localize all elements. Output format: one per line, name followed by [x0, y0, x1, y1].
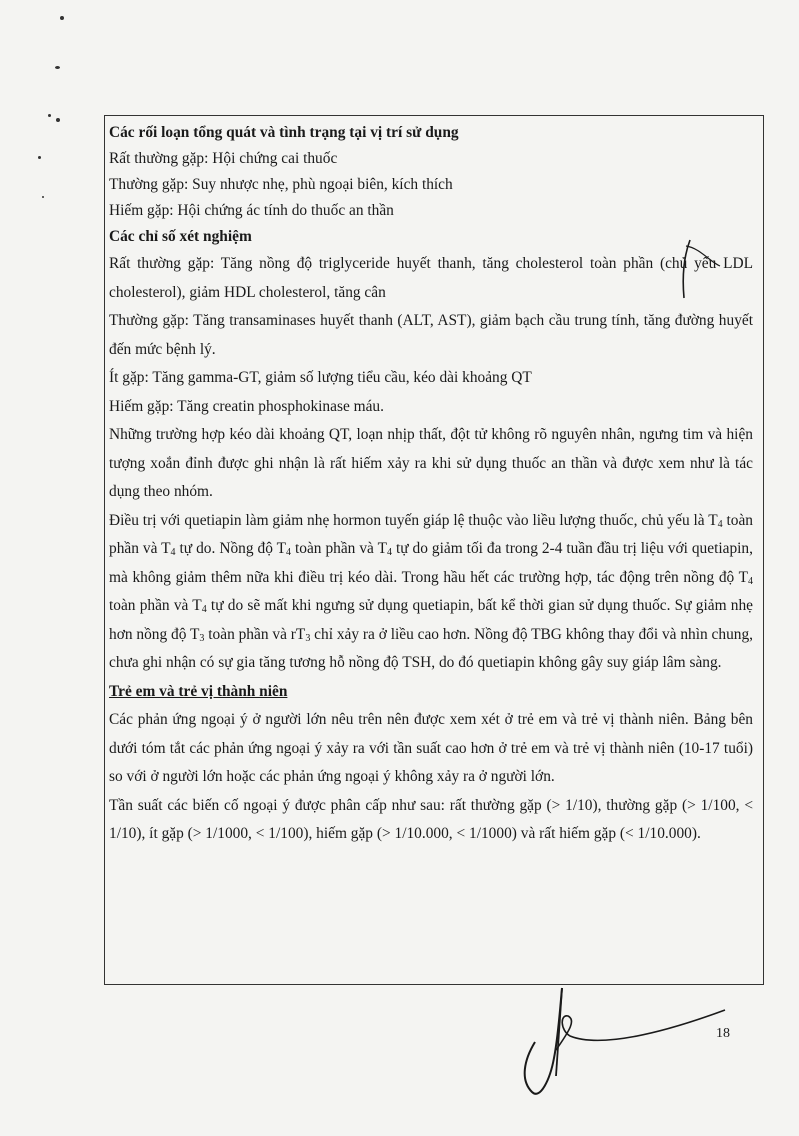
section-heading-general: Các rối loạn tổng quát và tình trạng tại vị trí sử dụng [109, 124, 459, 141]
thyroid-paragraph: Điều trị với quetiapin làm giảm nhẹ hormon tuyến giáp lệ thuộc vào liều lượng thuốc, chủ yếu là $T_4$ toàn phần và $T_4$ tự do. Nồng độ $T_4$ toàn phần và $T_4$ tự do giảm tối đa trong 2-4 tuần đầu trị liệu với quetiapin, mà không giảm thêm nữa khi điều trị kéo dài. Trong hầu hết các trường hợp, tác động trên nồng độ $T_4$ toàn phần và $T_4$ tự do sẽ mất khi ngưng sử dụng quetiapin, bất kể thời gian sử dụng thuốc. Sự giảm nhẹ hơn nồng độ $T_3$ toàn phần và $rT_3$ chỉ xảy ra ở liều cao hơn. Nồng độ TBG không thay đổi và nhìn chung, chưa ghi nhận có sự gia tăng tương hỗ nồng độ TSH, do đó quetiapin không gây suy giáp lâm sàng. [109, 511, 754, 671]
scan-speck [60, 16, 64, 20]
labs-uncommon: Ít gặp: Tăng gamma-GT, giảm số lượng tiểu cầu, kéo dài khoảng QT [109, 369, 532, 386]
content-frame [104, 115, 764, 985]
scan-speck [56, 118, 60, 122]
signature [510, 980, 740, 1110]
scan-speck [48, 114, 51, 117]
scan-speck [42, 196, 44, 198]
scan-speck [38, 156, 41, 159]
scan-speck [55, 66, 60, 69]
general-very-common: Rất thường gặp: Hội chứng cai thuốc [109, 150, 338, 167]
section-heading-pediatric: Trẻ em và trẻ vị thành niên [109, 682, 288, 700]
qt-paragraph: Những trường hợp kéo dài khoảng QT, loạn nhịp thất, đột tử không rõ nguyên nhân, ngưng tim và hiện tượng xoắn đỉnh được ghi nhận là rất hiếm xảy ra khi sử dụng thuốc an thần và được xem như là tác dụng theo nhóm. [109, 426, 753, 500]
pediatric-paragraph: Các phản ứng ngoại ý ở người lớn nêu trên nên được xem xét ở trẻ em và trẻ vị thành niên. Bảng bên dưới tóm tắt các phản ứng ngoại ý xảy ra với tần suất cao hơn ở trẻ em và trẻ vị thành niên (10-17 tuổi) so với ở người lớn hoặc các phản ứng ngoại ý không xảy ra ở người lớn. [109, 711, 753, 785]
labs-common: Thường gặp: Tăng transaminases huyết thanh (ALT, AST), giảm bạch cầu trung tính, tăng đường huyết đến mức bệnh lý. [109, 312, 753, 358]
labs-rare: Hiếm gặp: Tăng creatin phosphokinase máu. [109, 397, 384, 415]
general-common: Thường gặp: Suy nhược nhẹ, phù ngoại biên, kích thích [109, 176, 453, 193]
page-number: 18 [716, 1026, 730, 1041]
frequency-paragraph: Tần suất các biến cố ngoại ý được phân cấp như sau: rất thường gặp (> 1/10), thường gặp (> 1/100, < 1/10), ít gặp (> 1/1000, < 1/100), hiếm gặp (> 1/10.000, < 1/1000) và rất hiếm gặp (< 1/10.000). [109, 796, 753, 842]
section-heading-labs: Các chỉ số xét nghiệm [109, 228, 252, 245]
labs-very-common: Rất thường gặp: Tăng nồng độ triglyceride huyết thanh, tăng cholesterol toàn phần (chủ yếu LDL cholesterol), giảm HDL cholesterol, tăng cân [109, 255, 753, 301]
general-rare: Hiếm gặp: Hội chứng ác tính do thuốc an thần [109, 202, 394, 219]
